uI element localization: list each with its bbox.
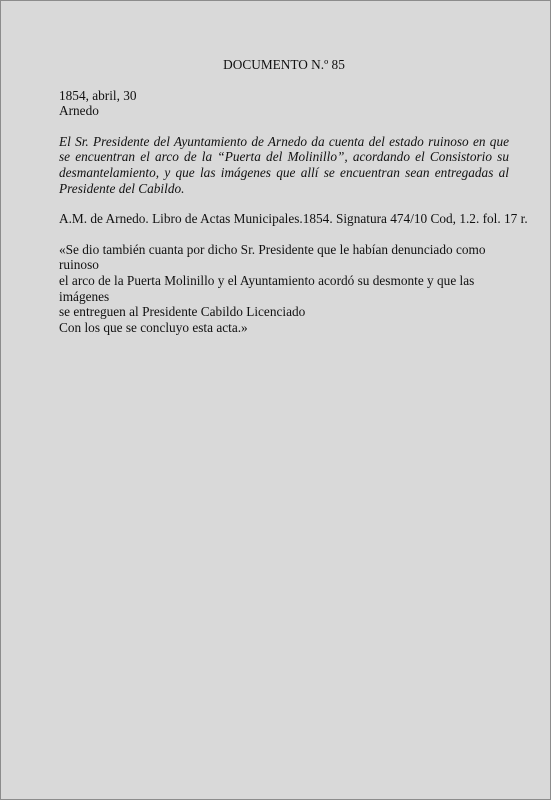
document-title: DOCUMENTO N.º 85: [223, 57, 345, 72]
date-place-block: [59, 88, 509, 119]
document-date: 1854, abril, 30: [59, 87, 137, 103]
quote-line: Con los que se concluyo esta acta.»: [59, 319, 248, 335]
document-place: Arnedo: [59, 103, 99, 119]
quote-line: se entreguen al Presidente Cabildo Licenciado: [59, 304, 306, 320]
archival-source: A.M. de Arnedo. Libro de Actas Municipales.1854. Signatura 474/10 Cod, 1.2. fol. 17 r.: [59, 211, 528, 227]
document-body: [59, 57, 528, 335]
transcription-quote: [59, 242, 509, 336]
document-summary: El Sr. Presidente del Ayuntamiento de Arnedo da cuenta del estado ruinoso en que se encuentran el arco de la “Puerta del Molinillo”, acordando el Consistorio su desmantelamiento, y que las imágenes que allí se encuentran sean entregadas al Presidente del Cabildo.: [59, 133, 509, 196]
quote-line: «Se dio también cuanta por dicho Sr. Presidente que le habían denunciado como ruinoso: [59, 241, 486, 273]
quote-line: el arco de la Puerta Molinillo y el Ayuntamiento acordó su desmonte y que las imágenes: [59, 272, 475, 304]
